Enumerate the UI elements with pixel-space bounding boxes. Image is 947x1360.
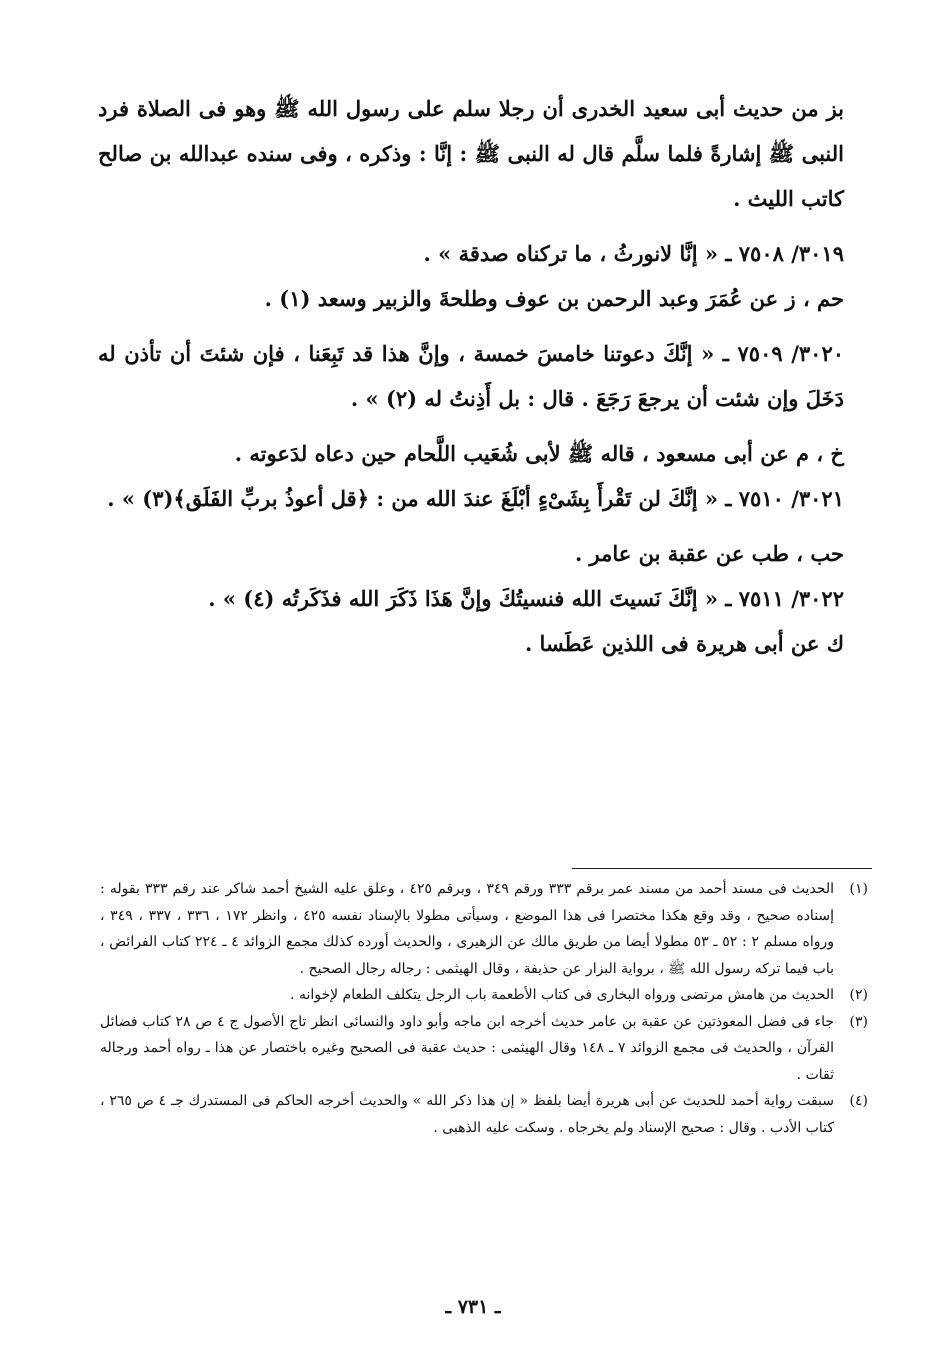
hadith-3021: ٣٠٢١/ ٧٥١٠ ـ « إنَّكَ لن تَقْرأَ بِشَىْءٍ أبْلَغَ عندَ الله من : ﴿قل أعوذُ بربِّ الفَلَق﴾(٣) » . [107, 486, 844, 511]
footnote-1 [100, 876, 868, 982]
footnote-number: (٢) [849, 987, 868, 1003]
paragraph-hadith-context: بز من حديث أبى سعيد الخدرى أن رجلا سلم على رسول الله ﷺ وهو فى الصلاة فرد النبى ﷺ إشارةً فلما سلَّم قال له النبى ﷺ : إنَّا : وذكره ، وفى سنده عبدالله بن صالح كاتب الليث . [98, 96, 844, 211]
footnote-number: (١) [849, 881, 868, 897]
hadith-3020-source: خ ، م عن أبى مسعود ، قاله ﷺ لأبى شُعَيب اللَّحام حين دعاه لدَعوته . [234, 441, 844, 466]
hadith-3021-source: حب ، طب عن عقبة بن عامر . [574, 541, 844, 566]
footnotes [100, 876, 868, 1141]
page-number: ـ ٧٣١ ـ [445, 1296, 501, 1318]
footnote-divider [572, 868, 872, 869]
footnote-number: (٣) [849, 1013, 868, 1030]
main-text [98, 86, 844, 666]
footnote-text: الحديث فى مسند أحمد من مسند عمر برقم ٣٣٣ ورقم ٣٤٩ ، وبرقم ٤٢٥ ، وعلق عليه الشيخ أحمد شاكر عند رقم ٣٣٣ بقوله : إسناده صحيح ، وقد وقع هكذا مختصرا فى هذا الموضع ، وسيأتى مطولا بالإسناد نفسه ٤٢٥ ، وانظر ١٧٢ ، ٣٣٦ ، ٣٣٧ ، ٣٤٩ ، ورواه مسلم ٢ : ٥٢ ـ ٥٣ مطولا أيضا من طريق مالك عن الزهيرى ، والحديث أورده كذلك مجمع الزوائد ٤ ـ ٢٢٤ كتاب الفرائض ، باب فيما تركه رسول الله ﷺ ، برواية البزار عن حذيفة ، وقال الهيثمى : رجاله رجال الصحيح . [100, 881, 835, 977]
hadith-3019-source: حم ، ز عن عُمَرَ وعبد الرحمن بن عوف وطلحةَ والزبير وسعد (١) . [264, 286, 844, 311]
footnote-text: الحديث من هامش مرتضى ورواه البخارى فى كتاب الأطعمة باب الرجل يتكلف الطعام لإخوانه . [290, 987, 834, 1003]
hadith-3019: ٣٠١٩/ ٧٥٠٨ ـ « إنَّا لانورثُ ، ما تركناه صدقة » . [423, 241, 844, 266]
footnote-2 [100, 982, 868, 1009]
footnote-4 [100, 1088, 868, 1141]
footnote-text: سبقت رواية أحمد للحديث عن أبى هريرة أيضا بلفظ « إن هذا ذكر الله » والحديث أخرجه الحاكم فى المستدرك جـ ٤ ص ٢٦٥ ، كتاب الأدب . وقال : صحيح الإسناد ولم يخرجاه . وسكت عليه الذهبى . [100, 1093, 834, 1136]
footnote-text: جاء فى فضل المعوذتين عن عقبة بن عامر حديث أخرجه ابن ماجه وأبو داود والنسائى انظر تاج الأصول ج ٤ ص ٢٨ كتاب فضائل القرآن ، والحديث فى مجمع الزوائد ٧ ـ ١٤٨ وقال الهيثمى : حديث عقبة فى الصحيح وغيره باختصار عن هذا ـ رواه أحمد ورجاله ثقات . [100, 1013, 835, 1083]
footnote-3 [100, 1009, 868, 1089]
hadith-3022-source: ك عن أبى هريرة فى اللذين عَطَسا . [524, 631, 844, 656]
footnote-number: (٤) [849, 1093, 868, 1109]
hadith-3022: ٣٠٢٢/ ٧٥١١ ـ « إنَّكَ نَسيتَ الله فنسيتُكَ وإنَّ هَذَا ذَكَرَ الله فذَكَرتُه (٤) » . [208, 586, 844, 611]
hadith-3020: ٣٠٢٠/ ٧٥٠٩ ـ « إنَّكَ دعوتنا خامسَ خمسة ، وإنَّ هذا قد تَبِعَنا ، فإن شئتَ أن تأذن له دَخَلَ وإن شئت أن يرجعَ رَجَعَ . قال : بل أَذِنتُ له (٢) » . [98, 341, 845, 411]
